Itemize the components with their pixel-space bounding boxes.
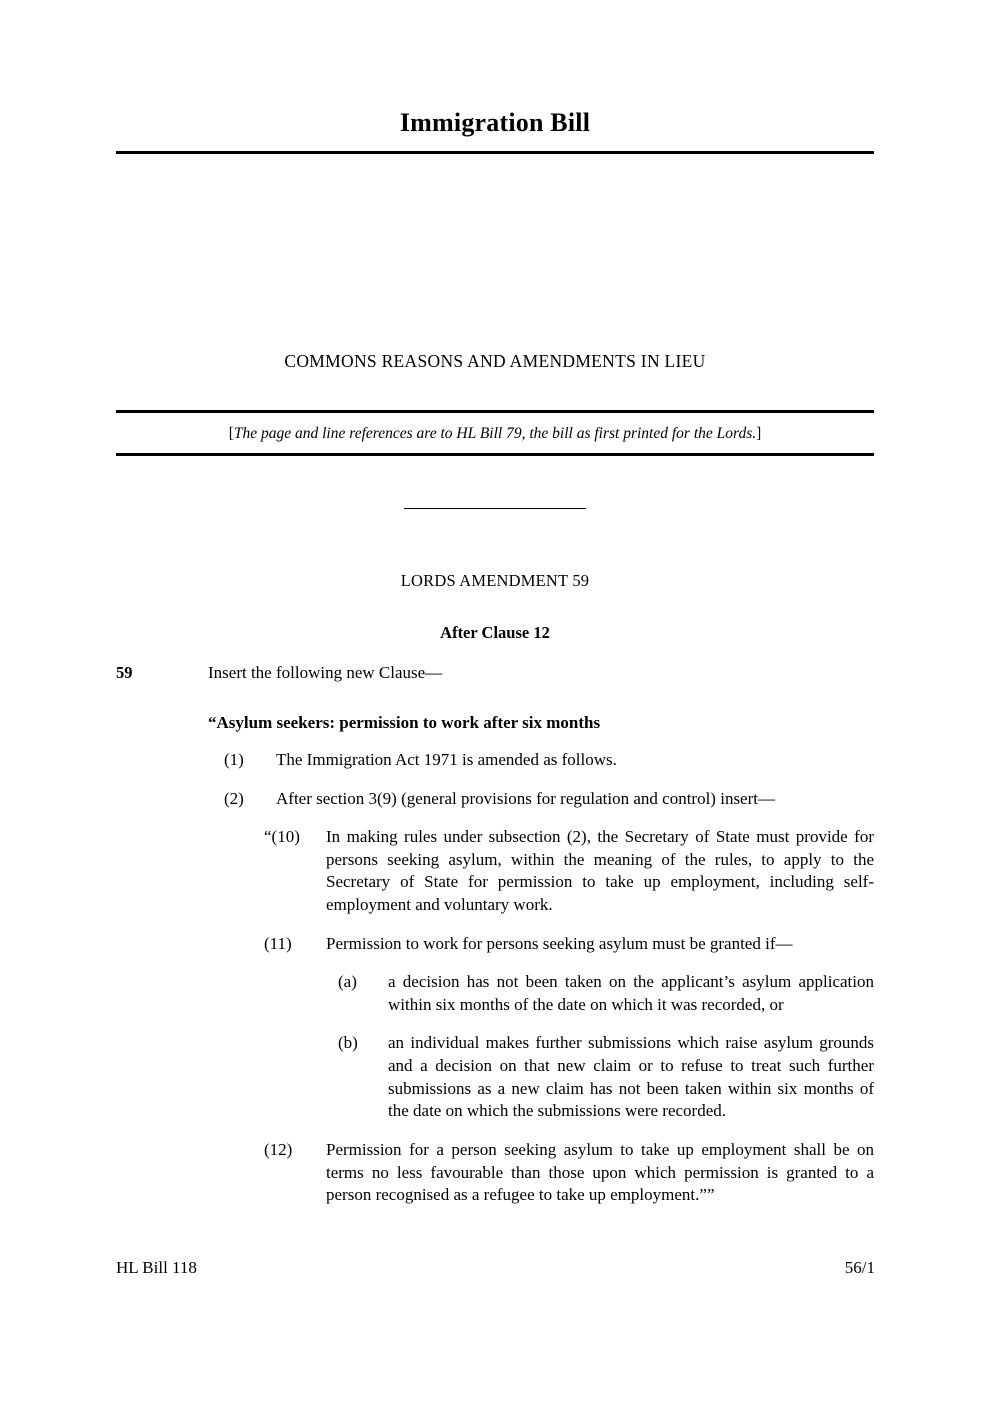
note-close-bracket: ] — [756, 425, 762, 442]
note-open-bracket: [ — [228, 425, 234, 442]
title-divider — [116, 151, 874, 154]
paragraph-label: (b) — [338, 1033, 358, 1053]
note-top-divider — [116, 410, 874, 413]
page-title: Immigration Bill — [399, 108, 591, 137]
paragraph-label: (2) — [224, 788, 244, 808]
document-subtitle: COMMONS REASONS AND AMENDMENTS IN LIEU — [284, 351, 706, 371]
note-text: The page and line references are to HL Bill 79, the bill as first printed for the Lords. — [233, 425, 757, 442]
amendment-heading: LORDS AMENDMENT 59 — [400, 571, 590, 590]
clause-subparagraph — [338, 1032, 874, 1122]
paragraph-label: (11) — [264, 933, 292, 953]
clause-paragraph — [264, 826, 874, 916]
paragraph-label: (12) — [264, 1139, 293, 1159]
paragraph-label: “(10) — [264, 827, 300, 847]
footer-page-number: 56/1 — [844, 1258, 875, 1277]
insert-instruction-text: Insert the following new Clause— — [208, 663, 443, 682]
page-footer — [116, 1258, 875, 1278]
document-content — [116, 0, 874, 1207]
paragraph-label: (1) — [224, 750, 244, 769]
clause-subparagraph — [338, 971, 874, 1016]
amendment-number: 59 — [116, 663, 133, 682]
paragraph-text: a decision has not been taken on the applicant’s asylum application within six months of the date on which it was recorded, or — [388, 972, 874, 1014]
reference-note — [116, 425, 874, 447]
paragraph-text: The Immigration Act 1971 is amended as follows. — [276, 750, 617, 769]
paragraph-label: (a) — [338, 972, 357, 992]
paragraph-text: an individual makes further submissions which raise asylum grounds and a decision on that new claim or to refuse to treat such further submissions as a new claim has not been taken within six months of the date on which the submissions were recorded. — [388, 1033, 874, 1121]
clause-heading: After Clause 12 — [440, 623, 550, 642]
footer-bill-number: HL Bill 118 — [116, 1258, 197, 1277]
paragraph-text: Permission for a person seeking asylum to take up employment shall be on terms no less favourable than those upon which permission is granted to a person recognised as a refugee to take up employment.”” — [326, 1139, 874, 1205]
quoted-clause-title: “Asylum seekers: permission to work after six months — [208, 713, 601, 732]
paragraph-text: After section 3(9) (general provisions for regulation and control) insert— — [276, 788, 775, 808]
insert-instruction — [116, 663, 874, 683]
section-separator-rule — [404, 508, 586, 509]
clause-paragraph — [264, 933, 874, 956]
clause-paragraph — [264, 1139, 874, 1207]
paragraph-text: Permission to work for persons seeking asylum must be granted if— — [326, 933, 793, 953]
clause-paragraph — [224, 788, 874, 811]
note-bottom-divider — [116, 453, 874, 456]
paragraph-text: In making rules under subsection (2), the Secretary of State must provide for persons seeking asylum, within the meaning of the rules, to apply to the Secretary of State for permission to take up employment, including self-employment and voluntary work. — [326, 827, 874, 915]
clause-paragraph — [224, 749, 874, 772]
